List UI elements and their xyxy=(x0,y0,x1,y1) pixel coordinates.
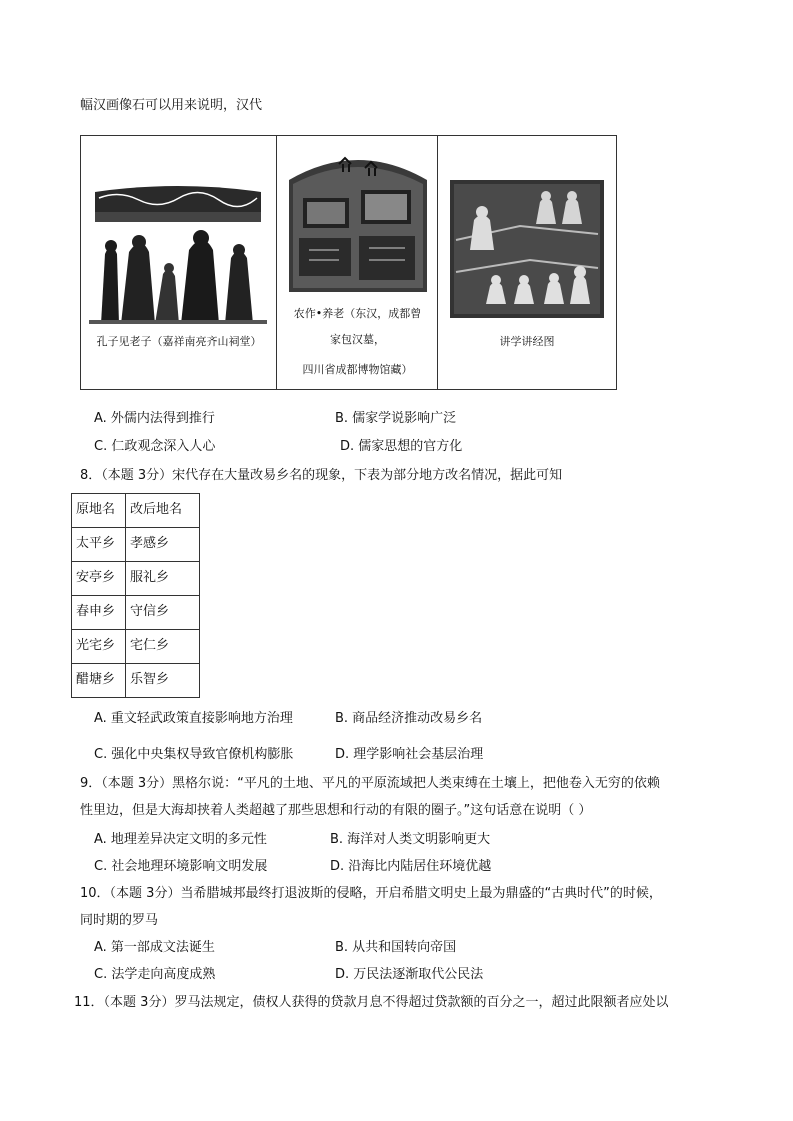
relief-image-confucius-laozi xyxy=(89,184,267,324)
figure-2-caption-line-3: 四川省成都博物馆藏） xyxy=(302,363,413,376)
q10-option-c: C. 法学走向高度成熟 xyxy=(94,967,216,982)
table-cell: 醋塘乡 xyxy=(72,664,126,698)
q7-option-c: C. 仁政观念深入人心 xyxy=(94,439,216,454)
figure-cell-3 xyxy=(438,136,616,389)
q10-option-d: D. 万民法逐渐取代公民法 xyxy=(335,967,484,982)
q7-option-d: D. 儒家思想的官方化 xyxy=(340,439,463,454)
table-cell: 安亭乡 xyxy=(72,562,126,596)
q9-stem-line-2: 性里边，但是大海却挟着人类超越了那些思想和行动的有限的圈子。”这句话意在说明（ ） xyxy=(80,803,592,818)
figure-2-caption-line-2: 家包汉墓， xyxy=(330,333,385,346)
table-row xyxy=(72,664,200,698)
table-header: 原地名 xyxy=(72,494,126,528)
q10-stem-line-2: 同时期的罗马 xyxy=(80,913,159,928)
intro-line: 幅汉画像石可以用来说明，汉代 xyxy=(80,98,263,113)
table-cell: 太平乡 xyxy=(72,528,126,562)
q11-stem-line-1: 11．（本题 3分）罗马法规定，债权人获得的贷款月息不得超过贷款额的百分之一，超过此限额者应处以 xyxy=(74,995,669,1010)
q9-option-c: C. 社会地理环境影响文明发展 xyxy=(94,859,268,874)
relief-image-farming-elderly xyxy=(289,150,427,292)
q8-option-d: D. 理学影响社会基层治理 xyxy=(335,747,484,762)
figure-cell-1 xyxy=(81,136,277,389)
q9-option-a: A. 地理差异决定文明的多元性 xyxy=(94,832,267,847)
table-row xyxy=(72,528,200,562)
table-cell: 孝感乡 xyxy=(126,528,200,562)
q8-rename-table xyxy=(71,493,200,698)
q7-option-a: A. 外儒内法得到推行 xyxy=(94,411,215,426)
table-cell: 春申乡 xyxy=(72,596,126,630)
table-cell: 守信乡 xyxy=(126,596,200,630)
figure-3-caption: 讲学讲经图 xyxy=(499,335,555,348)
table-cell: 服礼乡 xyxy=(126,562,200,596)
table-row xyxy=(72,596,200,630)
q10-option-b: B. 从共和国转向帝国 xyxy=(335,940,457,955)
image-table xyxy=(80,135,617,390)
figure-cell-2 xyxy=(277,136,438,389)
q9-option-d: D. 沿海比内陆居住环境优越 xyxy=(330,859,492,874)
q7-option-b: B. 儒家学说影响广泛 xyxy=(335,411,457,426)
table-header: 改后地名 xyxy=(126,494,200,528)
q9-stem-line-1: 9．（本题 3分）黑格尔说：“平凡的土地、平凡的平原流域把人类束缚在土壤上，把他卷入无穷的依赖 xyxy=(80,776,660,791)
q9-option-b: B. 海洋对人类文明影响更大 xyxy=(330,832,491,847)
table-cell: 光宅乡 xyxy=(72,630,126,664)
q10-option-a: A. 第一部成文法诞生 xyxy=(94,940,215,955)
relief-image-lecture xyxy=(450,180,604,318)
table-row xyxy=(72,630,200,664)
figure-2-caption-line-1: 农作•养老（东汉，成都曾 xyxy=(293,307,422,320)
q10-stem-line-1: 10．（本题 3分）当希腊城邦最终打退波斯的侵略，开启希腊文明史上最为鼎盛的“古典时代”的时候， xyxy=(80,886,662,901)
q8-option-a: A. 重文轻武政策直接影响地方治理 xyxy=(94,711,293,726)
q8-stem: 8．（本题 3分）宋代存在大量改易乡名的现象，下表为部分地方改名情况，据此可知 xyxy=(80,468,563,483)
table-row xyxy=(72,562,200,596)
table-cell: 乐智乡 xyxy=(126,664,200,698)
table-cell: 宅仁乡 xyxy=(126,630,200,664)
table-header-row xyxy=(72,494,200,528)
q8-option-c: C. 强化中央集权导致官僚机构膨胀 xyxy=(94,747,294,762)
q8-option-b: B. 商品经济推动改易乡名 xyxy=(335,711,483,726)
figure-1-caption: 孔子见老子（嘉祥南亮齐山祠堂） xyxy=(96,335,262,348)
